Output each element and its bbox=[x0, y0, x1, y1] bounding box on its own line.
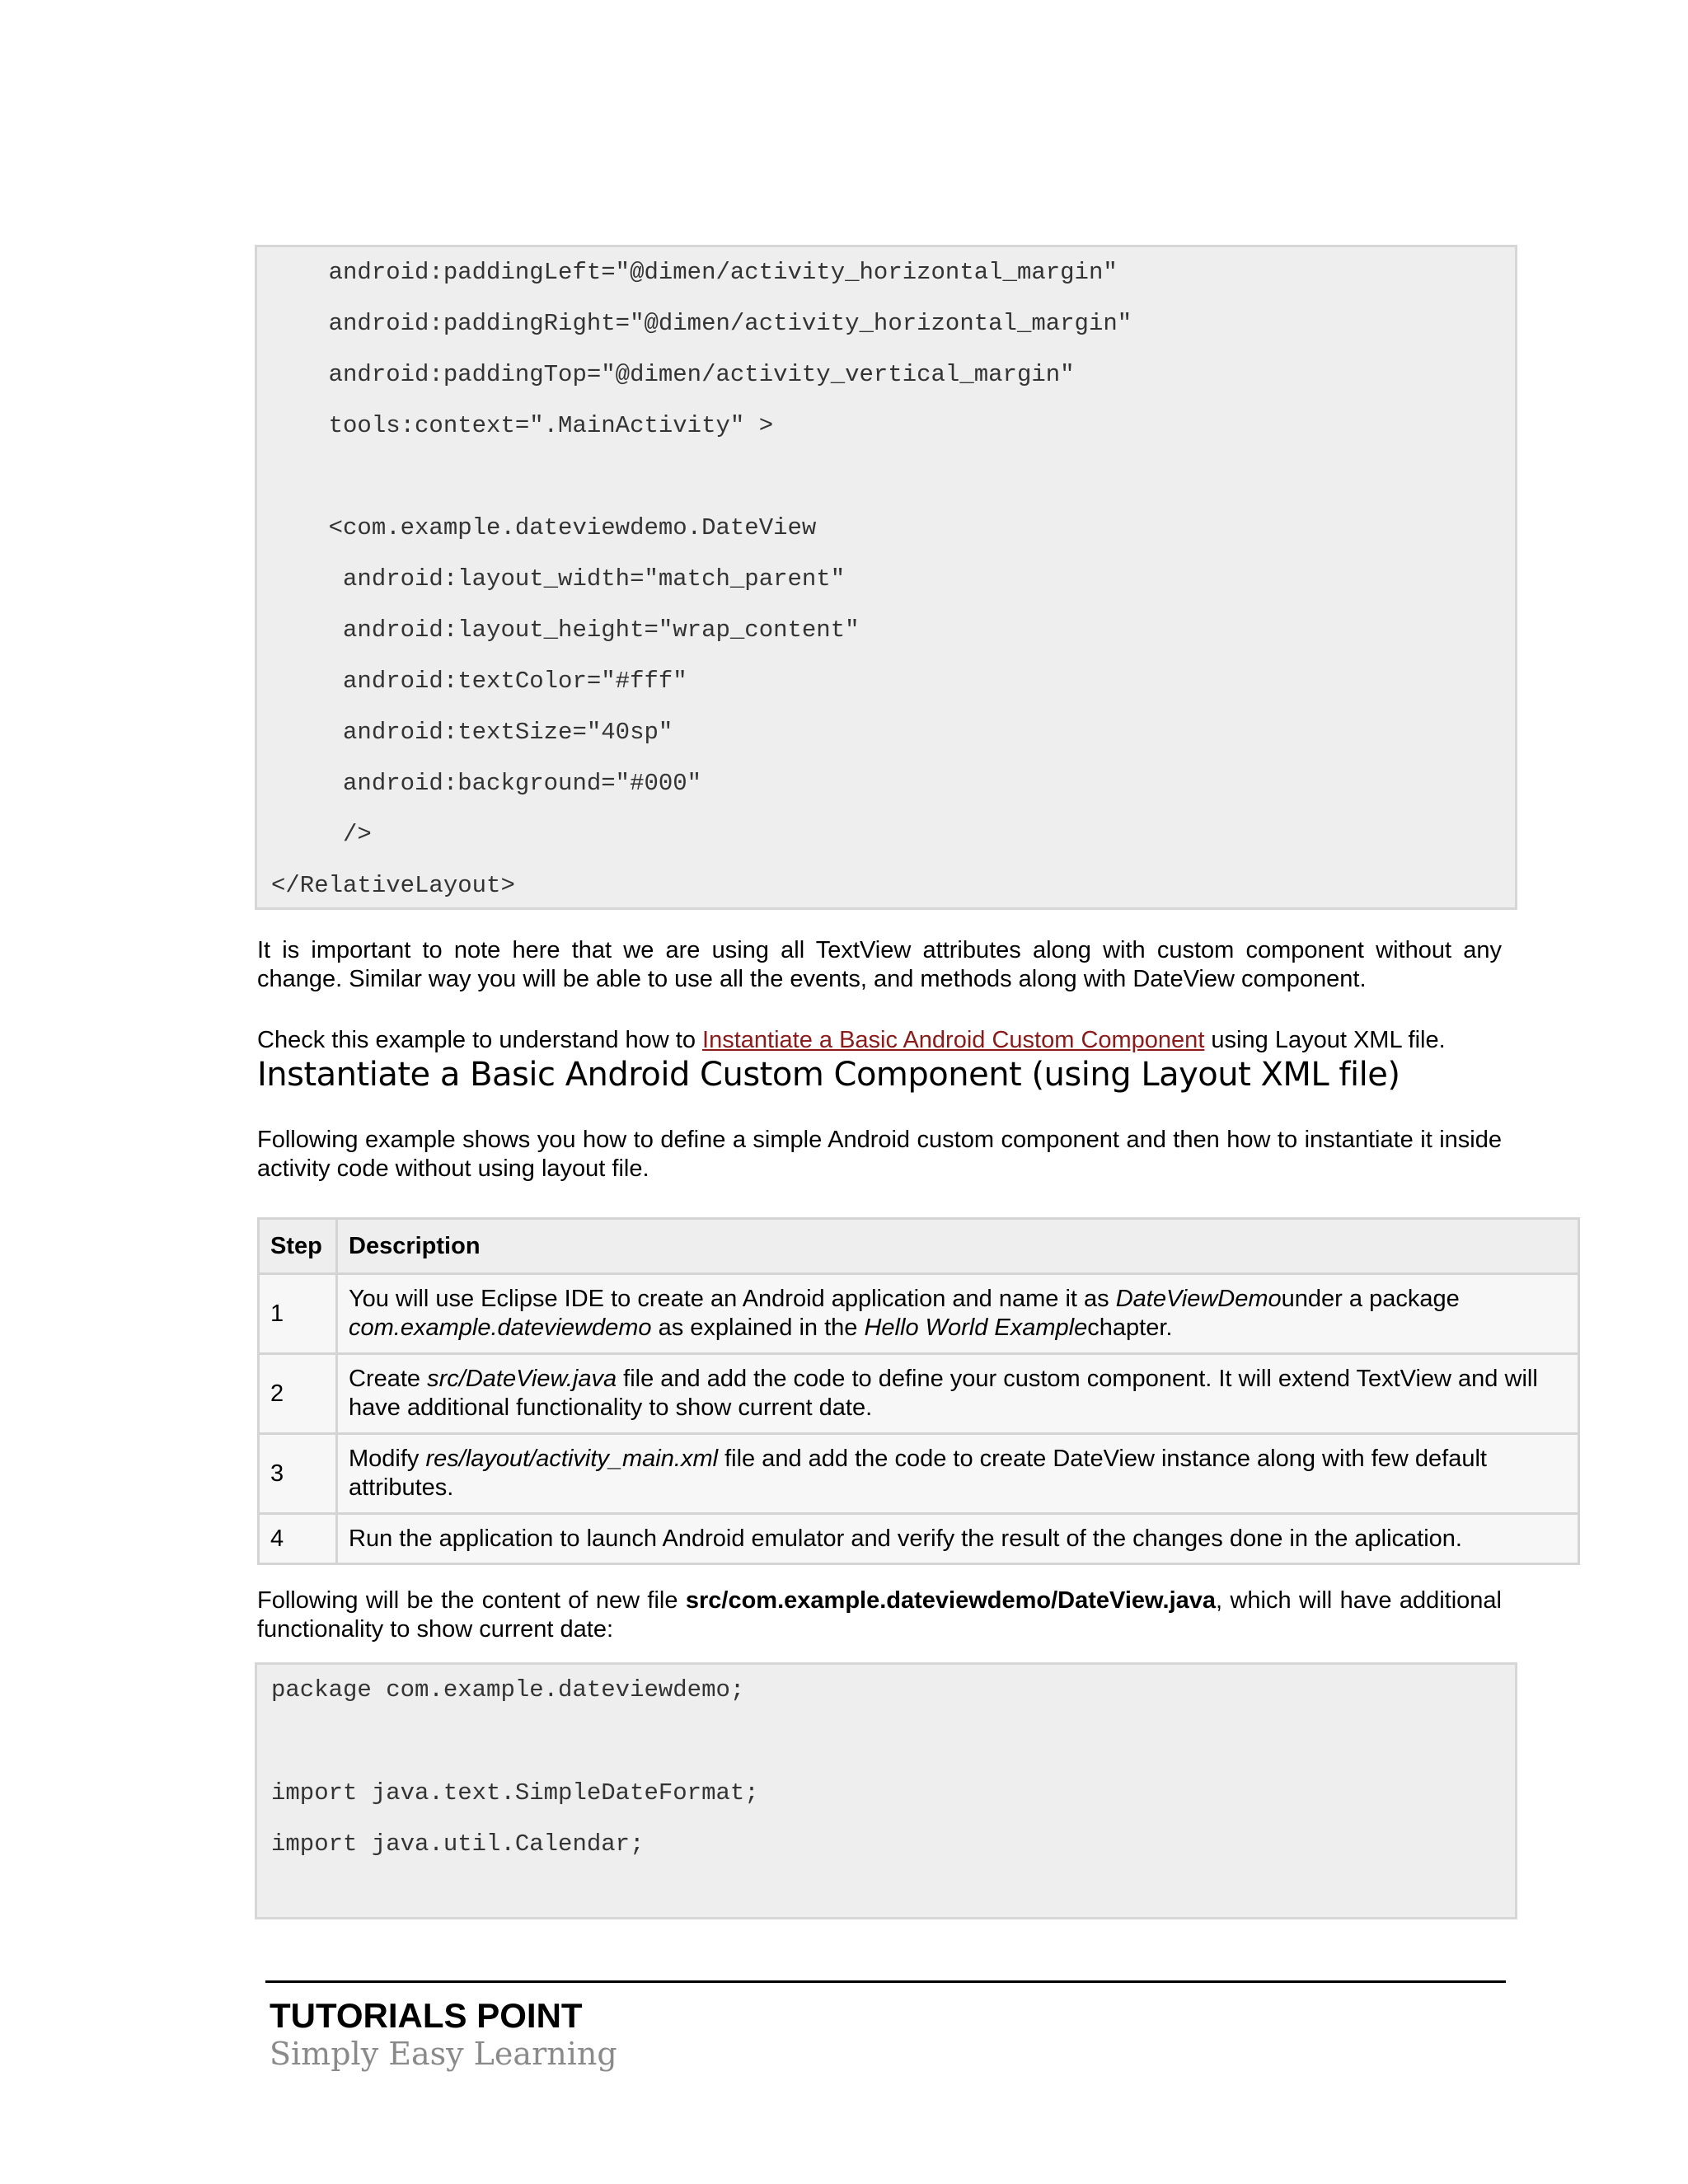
step-number: 2 bbox=[259, 1354, 337, 1434]
table-header-row bbox=[259, 1219, 1579, 1274]
italic-text: res/layout/activity_main.xml bbox=[425, 1446, 719, 1472]
code-line: <com.example.dateviewdemo.DateView bbox=[271, 514, 817, 541]
text: as explained in the bbox=[651, 1315, 865, 1341]
code-line: android:paddingTop="@dimen/activity_vertical_margin" bbox=[271, 361, 1075, 388]
header-description: Description bbox=[337, 1219, 1579, 1274]
text: file and add the code to create DateView instance along with few default attributes. bbox=[349, 1446, 1487, 1501]
paragraph-intro: Following example shows you how to define a simple Android custom component and then how to instantiate it inside activity code without using layout file. bbox=[257, 1127, 1502, 1182]
bold-filename: src/com.example.dateviewdemo/DateView.java bbox=[685, 1587, 1217, 1614]
text: You will use Eclipse IDE to create an Android application and name it as bbox=[349, 1286, 1116, 1312]
text: , which will have additional functionality to show current date: bbox=[257, 1587, 1502, 1643]
code-line: android:textSize="40sp" bbox=[271, 719, 673, 746]
footer-brand-subtitle: Simply Easy Learning bbox=[270, 2036, 617, 2072]
text: Following will be the content of new file bbox=[257, 1587, 686, 1614]
code-block-xml bbox=[255, 245, 1517, 910]
table-row bbox=[259, 1514, 1579, 1564]
footer-divider bbox=[265, 1980, 1506, 1983]
code-line: import java.util.Calendar; bbox=[271, 1830, 645, 1858]
text: Modify bbox=[349, 1446, 426, 1472]
italic-text: DateViewDemo bbox=[1115, 1286, 1282, 1312]
paragraph-check bbox=[257, 1026, 1502, 1055]
text: using Layout XML file. bbox=[1204, 1027, 1446, 1053]
steps-table bbox=[257, 1217, 1580, 1565]
text: file and add the code to define your custom component. It will extend TextView and will have additional functionality to show current date. bbox=[349, 1366, 1538, 1421]
code-line: tools:context=".MainActivity" > bbox=[271, 412, 774, 439]
step-number: 4 bbox=[259, 1514, 337, 1564]
paragraph-note: It is important to note here that we are using all TextView attributes along with custom component without any change. Similar way you will be able to use all the events, and methods along with DateView component. bbox=[257, 937, 1502, 992]
code-line: android:paddingLeft="@dimen/activity_horizontal_margin" bbox=[271, 259, 1118, 286]
italic-text: Hello World Example bbox=[864, 1315, 1088, 1341]
code-line: android:layout_height="wrap_content" bbox=[271, 616, 860, 644]
text: Create bbox=[349, 1366, 428, 1392]
text: Check this example to understand how to bbox=[257, 1027, 703, 1053]
text: chapter. bbox=[1087, 1315, 1173, 1341]
step-description: Run the application to launch Android emulator and verify the result of the changes done in the aplication. bbox=[337, 1514, 1579, 1564]
code-line: android:paddingRight="@dimen/activity_horizontal_margin" bbox=[271, 310, 1132, 337]
code-block-java bbox=[255, 1662, 1517, 1919]
step-description bbox=[337, 1354, 1579, 1434]
code-line: android:background="#000" bbox=[271, 770, 702, 797]
step-number: 3 bbox=[259, 1434, 337, 1514]
text: under a package bbox=[1281, 1286, 1460, 1312]
code-line: package com.example.dateviewdemo; bbox=[271, 1676, 745, 1704]
table-row bbox=[259, 1434, 1579, 1514]
step-description bbox=[337, 1274, 1579, 1354]
header-step: Step bbox=[259, 1219, 337, 1274]
paragraph-following bbox=[257, 1586, 1502, 1644]
code-line: android:textColor="#fff" bbox=[271, 668, 687, 695]
code-line: import java.text.SimpleDateFormat; bbox=[271, 1779, 759, 1807]
italic-text: src/DateView.java bbox=[427, 1366, 617, 1392]
instantiate-link[interactable]: Instantiate a Basic Android Custom Component bbox=[702, 1027, 1205, 1053]
table-row bbox=[259, 1274, 1579, 1354]
code-line: android:layout_width="match_parent" bbox=[271, 565, 846, 593]
step-description bbox=[337, 1434, 1579, 1514]
step-number: 1 bbox=[259, 1274, 337, 1354]
italic-text: com.example.dateviewdemo bbox=[349, 1315, 652, 1341]
section-heading: Instantiate a Basic Android Custom Component (using Layout XML file) bbox=[257, 1056, 1400, 1094]
table-row bbox=[259, 1354, 1579, 1434]
footer-brand-title: TUTORIALS POINT bbox=[270, 1996, 583, 2035]
code-line: </RelativeLayout> bbox=[271, 872, 515, 899]
code-line: /> bbox=[271, 821, 372, 848]
